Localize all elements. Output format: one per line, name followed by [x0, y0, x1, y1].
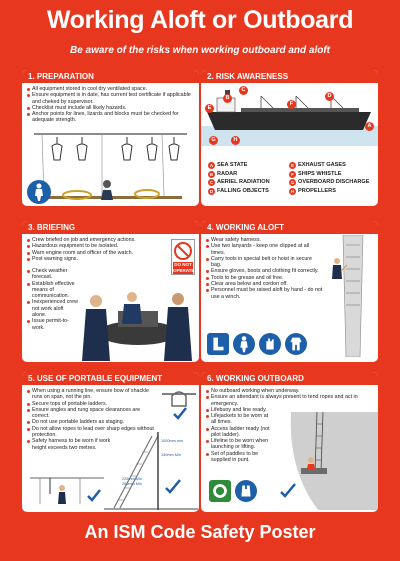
risk-badge: B [209, 171, 214, 177]
rope-over-edge-illustration [30, 468, 104, 508]
panel-header [201, 372, 378, 385]
risk-label: OVERBOARD DISCHARGE [298, 179, 370, 185]
sign-text: DO NOT OPERATE [173, 262, 195, 273]
panel-risk-awareness [201, 70, 378, 206]
risk-badge: F [289, 171, 296, 178]
panel-briefing [22, 221, 199, 362]
risk-badge: A [209, 163, 214, 168]
list-item: When using a running line, ensure bow of shackle runs on span, not the pin. [27, 388, 157, 401]
risk-label: SEA STATE [217, 162, 248, 168]
risk-label: FALLING OBJECTS [217, 187, 269, 194]
footer-title: An ISM Code Safety Poster [84, 522, 316, 542]
ladder-diagram [104, 432, 198, 510]
panel-heading: 3. BRIEFING [28, 223, 76, 232]
poster-subtitle: Be aware of the risks when working outboard and aloft [69, 45, 331, 56]
risk-list-right [289, 162, 377, 196]
list-item: Crew briefed on job and emergency actions. [27, 237, 173, 243]
wear-harness-mandatory-icon [27, 180, 51, 204]
list-item: Issue permit-to-work. [27, 318, 79, 331]
panel-header [22, 70, 199, 83]
harness-mandatory-icon [233, 333, 255, 355]
dim-label-1: 1000mm min [161, 439, 183, 443]
outboard-list [206, 388, 374, 413]
list-item: Hazardous equipment to be isolated. [27, 243, 173, 249]
gloves-mandatory-icon [259, 333, 281, 355]
risk-item [289, 162, 377, 171]
panel-working-outboard [201, 372, 378, 512]
preparation-list [27, 86, 195, 124]
panel-preparation [22, 70, 199, 206]
ship-marker-a: A [365, 122, 374, 131]
risk-item [208, 188, 288, 197]
briefing-list [27, 237, 173, 262]
risk-label: SHIPS WHISTLE [298, 170, 342, 177]
ship-marker-e: E [205, 104, 214, 113]
risk-label: RADAR [217, 170, 238, 177]
risk-list-left [208, 162, 288, 196]
list-item: Ensure gloves, boots and clothing fit correctly. [206, 268, 323, 274]
list-item: Wear safety harness. [206, 237, 323, 243]
list-item: All equipment stored in cool dry ventilated space. [27, 86, 195, 92]
list-item: Do not allow ropes to lead over sharp edges without protection. [27, 426, 157, 439]
panel-heading: 5. USE OF PORTABLE EQUIPMENT [28, 374, 163, 383]
mast-climber-illustration [323, 235, 378, 357]
list-item: Do not use portable ladders as staging. [27, 419, 157, 425]
outboard-list-narrow [206, 413, 270, 463]
list-item: Tools to be grease and oil free. [206, 275, 323, 281]
list-item: Anchor points for lines, lizards and blocks must be checked for adequate strength. [27, 111, 195, 124]
do-not-operate-sign [171, 239, 195, 275]
panel-header [201, 221, 378, 234]
list-item: Lifeline to be worn when launching or lifting. [206, 438, 270, 451]
ship-marker-d: D [325, 92, 334, 101]
hull-outboard-illustration [271, 412, 378, 510]
risk-item [289, 179, 377, 188]
risk-item [289, 188, 377, 197]
prohibited-icon [172, 241, 194, 261]
risk-item [289, 171, 377, 180]
list-item: Checklist must include all likely hazards. [27, 105, 195, 111]
overalls-mandatory-icon [285, 333, 307, 355]
list-item: Inexperienced crew not work aloft alone. [27, 299, 79, 318]
ship-marker-h: H [231, 136, 240, 145]
panel-portable-equipment [22, 372, 199, 512]
risk-item [208, 179, 288, 188]
risk-badge: H [290, 188, 295, 194]
ship-marker-f: F [287, 100, 296, 109]
briefing-list-narrow [27, 268, 79, 331]
list-item: Personnel must be raised aloft by hand - do not use a winch. [206, 287, 323, 300]
panel-header [201, 70, 378, 83]
list-item: Set of paddles to be supplied in punt. [206, 451, 270, 464]
shackle-illustration [162, 388, 196, 424]
panel-header [22, 372, 199, 385]
list-item: Use two lanyards - keep one clipped at all times. [206, 243, 323, 256]
list-item: Ensure an attendant is always present to tend ropes and act in emergency. [206, 394, 374, 407]
panel-heading: 6. WORKING OUTBOARD [207, 374, 304, 383]
list-item: Carry tools in special belt or hoist in secure bag. [206, 256, 323, 269]
list-item: Establish effective means of communication. [27, 281, 79, 300]
boots-mandatory-icon [207, 333, 229, 355]
list-item: Lifebuoy and line ready. [206, 407, 374, 413]
risk-item [208, 162, 288, 171]
panel-heading: 1. PREPARATION [28, 72, 94, 81]
list-item: Safety harness to be worn if work height exceeds two metres. [27, 438, 113, 451]
lifebuoy-icon [209, 480, 231, 502]
risk-label: AERIEL RADIATION [217, 179, 270, 185]
risk-badge: D [209, 188, 214, 194]
risk-label: PROPELLERS [298, 187, 336, 194]
list-item: Ensure angles and rung space clearances are correct. [27, 407, 157, 420]
dim-label-3: 150mm Min [161, 453, 181, 457]
list-item: Access ladder ready (not pilot ladder). [206, 426, 270, 439]
risk-item [208, 171, 288, 180]
panel-working-aloft [201, 221, 378, 362]
list-item: Check weather forecast. [27, 268, 79, 281]
ship-marker-g: G [209, 136, 218, 145]
panel-heading: 2. RISK AWARENESS [207, 72, 289, 81]
list-item: Clear area below and cordon off. [206, 281, 323, 287]
risk-badge: E [290, 163, 294, 168]
poster-title: Working Aloft or Outboard [46, 6, 354, 34]
aloft-list [206, 237, 323, 300]
list-item: Lifejackets to be worn at all times. [206, 413, 270, 426]
dim-label-4: 250mm Min [122, 482, 142, 486]
list-item: No outboard working when underway. [206, 388, 374, 394]
risk-badge: G [290, 180, 295, 185]
list-item: Secure tops of portable ladders. [27, 401, 157, 407]
list-item: Ensure equipment is in date, has current test certificate if applicable and cheked by supervisor. [27, 92, 195, 105]
lifejacket-mandatory-icon [235, 480, 257, 502]
briefing-crew-illustration [80, 277, 198, 361]
list-item: Post warning signs. [27, 256, 173, 262]
risk-badge: C [209, 180, 214, 185]
panel-header [22, 221, 199, 234]
panel-heading: 4. WORKING ALOFT [207, 223, 285, 232]
list-item: Warn engine room and officer of the watch. [27, 250, 173, 256]
ship-marker-c: C [239, 86, 248, 95]
risk-label: EXHAUST GASES [298, 162, 346, 168]
ship-marker-b: B [223, 94, 232, 103]
dim-label-2: 225mm Min [122, 477, 142, 481]
